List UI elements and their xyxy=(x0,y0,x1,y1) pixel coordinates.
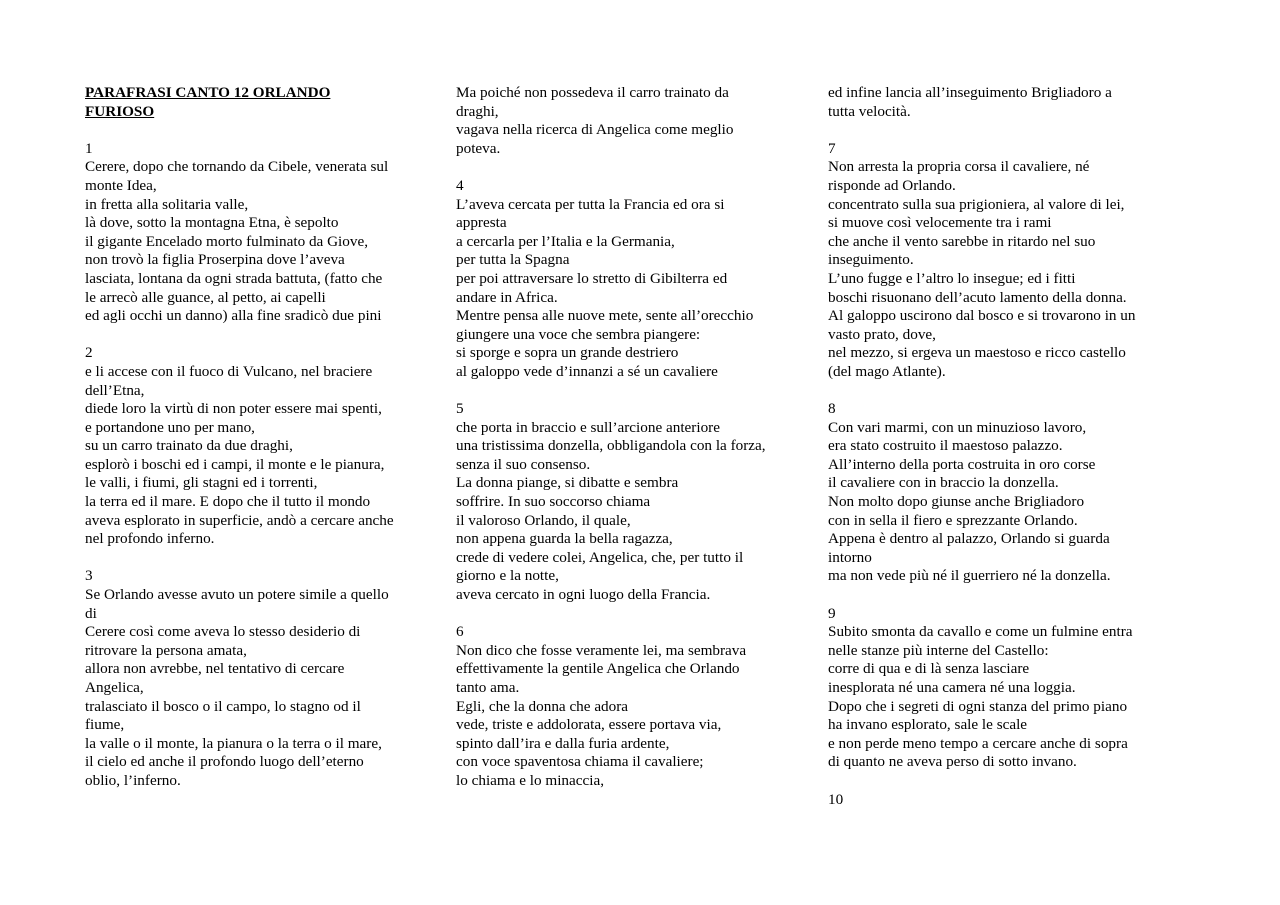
verse-line: L’aveva cercata per tutta la Francia ed ora si xyxy=(456,195,725,213)
stanza xyxy=(85,140,440,326)
verse-line: si sporge e sopra un grande destriero xyxy=(456,344,679,362)
verse-line: Subito smonta da cavallo e come un fulmine entra xyxy=(828,623,1133,641)
verse-line: il valoroso Orlando, il quale, xyxy=(456,511,631,529)
verse-line: il cielo ed anche il profondo luogo dell’eterno xyxy=(85,753,364,771)
verse-line: vede, triste e addolorata, essere portava via, xyxy=(456,716,722,734)
stanza-number: 6 xyxy=(456,623,464,641)
stanza xyxy=(828,140,1183,382)
verse-line: giungere una voce che sembra piangere: xyxy=(456,325,701,343)
stanza-number: 8 xyxy=(828,400,836,418)
verse-line: poteva. xyxy=(456,139,501,157)
verse-line: Appena è dentro al palazzo, Orlando si guarda xyxy=(828,530,1110,548)
verse-line: corre di qua e di là senza lasciare xyxy=(828,660,1030,678)
verse-line: Se Orlando avesse avuto un potere simile a quello xyxy=(85,586,389,604)
verse-line: Angelica, xyxy=(85,679,144,696)
verse-line: aveva esplorato in superficie, andò a cercare anche xyxy=(85,511,394,529)
verse-line: Non molto dopo giunse anche Brigliadoro xyxy=(828,493,1085,511)
verse-line: per tutta la Spagna xyxy=(456,251,570,269)
verse-line: si muove così velocemente tra i rami xyxy=(828,214,1052,232)
stanza-number: 1 xyxy=(85,139,93,157)
verse-line: nel mezzo, si ergeva un maestoso e ricco castello xyxy=(828,344,1126,362)
verse-line: ed infine lancia all’inseguimento Brigliadoro a xyxy=(828,84,1112,101)
title-line-2: FURIOSO xyxy=(85,102,155,120)
verse-line: e non perde meno tempo a cercare anche di sopra xyxy=(828,734,1128,752)
verse-line: vasto prato, dove, xyxy=(828,325,936,343)
verse-line: concentrato sulla sua prigioniera, al valore di lei, xyxy=(828,195,1125,213)
verse-line: L’uno fugge e l’altro lo insegue; ed i fitti xyxy=(828,269,1076,287)
verse-line: lo chiama e lo minaccia, xyxy=(456,771,605,789)
verse-line: allora non avrebbe, nel tentativo di cercare xyxy=(85,660,345,678)
stanza xyxy=(828,791,1183,810)
verse-line: con voce spaventosa chiama il cavaliere; xyxy=(456,753,704,771)
verse-line: di quanto ne aveva perso di sotto invano. xyxy=(828,753,1077,771)
verse-line: ed agli occhi un danno) alla fine sradicò due pini xyxy=(85,307,382,325)
verse-line: lasciata, lontana da ogni strada battuta, (fatto che xyxy=(85,269,383,287)
verse-line: non appena guarda la bella ragazza, xyxy=(456,530,673,548)
verse-line: per poi attraversare lo stretto di Gibilterra ed xyxy=(456,269,728,287)
verse-line: Egli, che la donna che adora xyxy=(456,697,629,715)
verse-line: era stato costruito il maestoso palazzo. xyxy=(828,437,1063,455)
verse-line: aveva cercato in ogni luogo della Francia. xyxy=(456,586,711,604)
verse-line: esplorò i boschi ed i campi, il monte e le pianura, xyxy=(85,455,385,473)
verse-line: ritrovare la persona amata, xyxy=(85,641,247,659)
column-1 xyxy=(85,84,440,809)
column-3-stanzas xyxy=(828,84,1183,809)
column-3 xyxy=(828,84,1183,828)
verse-line: monte Idea, xyxy=(85,176,157,194)
stanza xyxy=(456,400,811,605)
document-title xyxy=(85,84,440,121)
verse-line: La donna piange, si dibatte e sembra xyxy=(456,474,679,492)
verse-line: la valle o il monte, la pianura o la terra o il mare, xyxy=(85,734,382,752)
column-2 xyxy=(456,84,811,809)
verse-line: andare in Africa. xyxy=(456,288,558,306)
verse-line: e portandone uno per mano, xyxy=(85,418,255,436)
stanza xyxy=(456,84,811,158)
verse-line: con in sella il fiero e sprezzante Orlando. xyxy=(828,511,1078,529)
verse-line: dell’Etna, xyxy=(85,381,145,399)
stanza xyxy=(456,177,811,382)
verse-line: spinto dall’ira e dalla furia ardente, xyxy=(456,734,670,752)
verse-line: a cercarla per l’Italia e la Germania, xyxy=(456,232,675,250)
stanza-number: 7 xyxy=(828,139,836,157)
verse-line: tanto ama. xyxy=(456,679,520,696)
verse-line: draghi, xyxy=(456,102,499,120)
stanza xyxy=(828,84,1183,121)
verse-line: Mentre pensa alle nuove mete, sente all’orecchio xyxy=(456,307,754,325)
verse-line: intorno xyxy=(828,548,872,566)
verse-line: giorno e la notte, xyxy=(456,567,559,585)
verse-line: che porta in braccio e sull’arcione anteriore xyxy=(456,418,720,436)
verse-line: risponde ad Orlando. xyxy=(828,176,956,194)
verse-line: Cerere, dopo che tornando da Cibele, venerata sul xyxy=(85,158,389,176)
verse-line: e li accese con il fuoco di Vulcano, nel braciere xyxy=(85,362,373,380)
verse-line: effettivamente la gentile Angelica che Orlando xyxy=(456,660,740,678)
verse-line: (del mago Atlante). xyxy=(828,362,946,380)
stanza xyxy=(828,605,1183,772)
stanza-number: 3 xyxy=(85,567,93,585)
verse-line: boschi risuonano dell’acuto lamento della donna. xyxy=(828,288,1127,306)
verse-line: tralasciato il bosco o il campo, lo stagno od il xyxy=(85,697,361,715)
verse-line: Non dico che fosse veramente lei, ma sembrava xyxy=(456,641,747,659)
verse-line: Ma poiché non possedeva il carro trainato da xyxy=(456,84,729,101)
verse-line: diede loro la virtù di non poter essere mai spenti, xyxy=(85,400,382,418)
title-line-1: PARAFRASI CANTO 12 ORLANDO xyxy=(85,84,331,101)
verse-line: Dopo che i segreti di ogni stanza del primo piano xyxy=(828,697,1128,715)
verse-line: senza il suo consenso. xyxy=(456,455,591,473)
verse-line: inesplorata né una camera né una loggia. xyxy=(828,679,1076,696)
stanza-number: 9 xyxy=(828,604,836,622)
verse-line: ma non vede più né il guerriero né la donzella. xyxy=(828,567,1111,585)
verse-line: Al galoppo uscirono dal bosco e si trovarono in un xyxy=(828,307,1136,325)
stanza xyxy=(456,623,811,790)
stanza-number: 5 xyxy=(456,400,464,418)
verse-line: in fretta alla solitaria valle, xyxy=(85,195,249,213)
verse-line: le arrecò alle guance, al petto, ai capelli xyxy=(85,288,326,306)
verse-line: che anche il vento sarebbe in ritardo nel suo xyxy=(828,232,1096,250)
verse-line: Con vari marmi, con un minuzioso lavoro, xyxy=(828,418,1087,436)
verse-line: una tristissima donzella, obbligandola con la forza, xyxy=(456,437,766,455)
column-2-stanzas xyxy=(456,84,811,791)
verse-line: crede di vedere colei, Angelica, che, per tutto il xyxy=(456,548,744,566)
verse-line: appresta xyxy=(456,214,507,232)
verse-line: le valli, i fiumi, gli stagni ed i torrenti, xyxy=(85,474,318,492)
stanza-number: 4 xyxy=(456,176,464,194)
stanza xyxy=(85,344,440,549)
verse-line: All’interno della porta costruita in oro corse xyxy=(828,455,1096,473)
stanza xyxy=(828,400,1183,586)
verse-line: tutta velocità. xyxy=(828,102,911,120)
stanza-number: 10 xyxy=(828,790,844,808)
verse-line: soffrire. In suo soccorso chiama xyxy=(456,493,651,511)
verse-line: su un carro trainato da due draghi, xyxy=(85,437,293,455)
verse-line: oblio, l’inferno. xyxy=(85,771,181,789)
verse-line: al galoppo vede d’innanzi a sé un cavaliere xyxy=(456,362,718,380)
verse-line: il gigante Encelado morto fulminato da Giove, xyxy=(85,232,369,250)
column-1-stanzas xyxy=(85,140,440,791)
verse-line: fiume, xyxy=(85,716,125,734)
verse-line: inseguimento. xyxy=(828,251,914,269)
stanza xyxy=(85,567,440,790)
verse-line: Cerere così come aveva lo stesso desiderio di xyxy=(85,623,361,641)
verse-line: non trovò la figlia Proserpina dove l’aveva xyxy=(85,251,345,269)
stanza-number: 2 xyxy=(85,344,93,362)
verse-line: il cavaliere con in braccio la donzella. xyxy=(828,474,1059,492)
verse-line: nelle stanze più interne del Castello: xyxy=(828,641,1049,659)
verse-line: la terra ed il mare. E dopo che il tutto il mondo xyxy=(85,493,371,511)
verse-line: vagava nella ricerca di Angelica come meglio xyxy=(456,121,734,139)
verse-line: Non arresta la propria corsa il cavaliere, né xyxy=(828,158,1090,176)
verse-line: ha invano esplorato, sale le scale xyxy=(828,716,1028,734)
verse-line: là dove, sotto la montagna Etna, è sepolto xyxy=(85,214,339,232)
verse-line: nel profondo inferno. xyxy=(85,530,215,548)
verse-line: di xyxy=(85,604,97,622)
